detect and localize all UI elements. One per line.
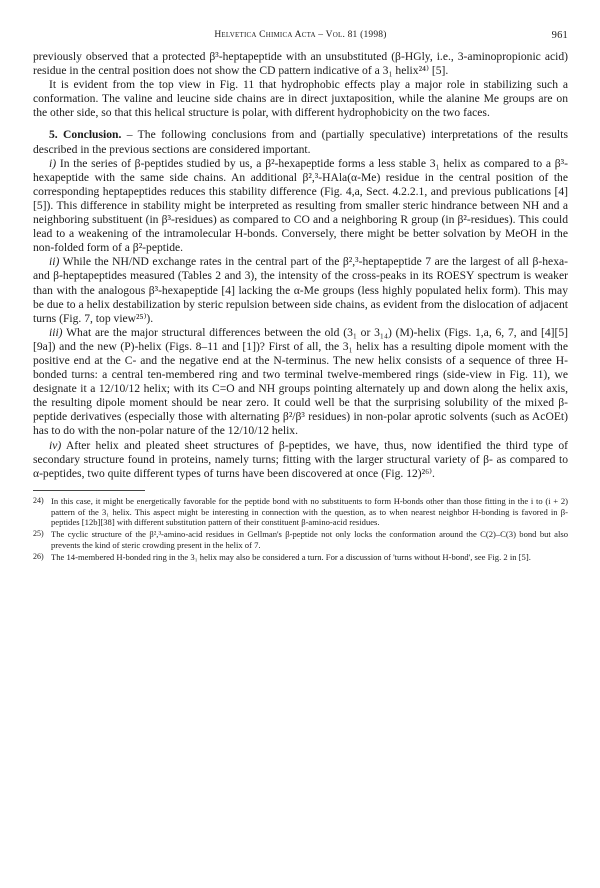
footnote-25 — [33, 529, 568, 551]
item-label: iii) — [49, 325, 63, 339]
footnote-text: The 14-membered H-bonded ring in the 3₁ helix may also be considered a turn. For a discussion of 'turns without H-bond', see Fig. 2 in [5]. — [51, 551, 531, 562]
journal-header: Helvetica Chimica Acta – Vol. 81 (1998) — [214, 30, 387, 40]
conclusion-item-2 — [33, 255, 568, 325]
paragraph-continuation: previously observed that a protected β³-heptapeptide with an unsubstituted (β-HGly, i.e., 3-aminopropionic acid) residue in the central position does not show the CD pattern indicative of a 3₁ helix²⁴⁾ [5]. — [33, 50, 568, 78]
conclusion-item-4 — [33, 439, 568, 481]
item-text: In the series of β-peptides studied by us, a β²-hexapeptide forms a less stable 3₁ helix as compared to a β³-hexapeptide with the same side chains. An additional β²,³-HAla(α-Me) residue in the central position of the corresponding heptapeptides reduces this stability difference (Fig. 4,a, Sect. 4.2.2.1, and previous publications [4][5]). This difference in stability might be interpreted as resulting from smaller steric hindrance between NH and a neighboring substituent (in β³-residues) as compared to CO and a neighboring R group (in β²-residues). This could lead to a weakening of the intramolecular H-bonds. Conversely, there might be better solvation by MeOH in the non-folded form of a β²-peptide. — [33, 156, 568, 255]
item-label: i) — [49, 156, 57, 170]
footnote-text: The cyclic structure of the β²,³-amino-acid residues in Gellman's β-peptide not only locks the conformation around the C(2)–C(3) bond but also prevents the kind of steric crowding present in the helix of 7. — [51, 529, 568, 550]
running-head — [33, 30, 568, 50]
paper-page — [33, 30, 568, 564]
footnote-divider — [33, 490, 145, 491]
section-heading: 5. Conclusion. — [49, 128, 122, 142]
footnote-24 — [33, 496, 568, 528]
conclusion-item-3 — [33, 326, 568, 439]
item-text: What are the major structural differences between the old (3₁ or 3₁₄) (M)-helix (Figs. 1,a, 6, 7, and [4][5][9a]) and the new (P)-helix (Figs. 8–11 and [1])? First of all, the 3₁ helix has a resulting dipole moment with the positive end at the C- and the negative end at the N-terminus. The new helix consists of a sequence of three H-bonded turns: a central ten-membered ring and two terminal twelve-membered rings (side-view in Fig. 11), we designate it a 12/10/12 helix; with its C=O and NH groups pointing alternately up and down along the helix axis, the resulting dipole moment should be near zero. It could well be that the surprising solubility of the mixed β-peptide derivatives (especially those with alternating β²/β³ residues) in non-polar aprotic solvents (such as AcOEt) has to do with the non-polar nature of the 12/10/12 helix. — [33, 325, 568, 438]
paragraph-hydrophobic-effects: It is evident from the top view in Fig. 11 that hydrophobic effects play a major role in stabilizing such a conformation. The valine and leucine side chains are in direct juxtaposition, while the alanine Me groups are on the other side, so that this helical structure is polar, with different hydrophobicity on the two faces. — [33, 78, 568, 120]
footnote-mark: 25) — [33, 529, 44, 539]
item-text: After helix and pleated sheet structures of β-peptides, we have, thus, now identified the third type of secondary structure found in proteins, namely turns; fitting with the larger structural variety of β- as compared to α-peptides, two quite different types of turns have been discovered at once (Fig. 12)²⁶⁾. — [33, 438, 568, 480]
conclusion-item-1 — [33, 157, 568, 256]
footnote-text: In this case, it might be energetically favorable for the peptide bond with no substituents to form H-bonds other than those fitting in the i to (i + 2) pattern of the 3₁ helix. This aspect might be interesting in connection with the question, as to when nearest neighbor H-bonding is favored in β-peptides [12b][38] with different substitution pattern of their constituent β-amino-acid residues. — [51, 495, 568, 528]
item-label: ii) — [49, 255, 60, 269]
footnote-mark: 26) — [33, 551, 44, 561]
item-label: iv) — [49, 438, 62, 452]
page-number: 961 — [551, 30, 568, 41]
item-text: While the NH/ND exchange rates in the central part of the β²,³-heptapeptide 7 are the largest of all β-hexa- and β-heptapeptides measured (Tables 2 and 3), the intensity of the cross-peaks in its ROESY spectrum is weaker than with the analogous β³-hexapeptide [4] lacking the α-Me groups (less highly populated helix form). This may be due to a helix destabilization by steric repulsion between side chains, as evident from the dislocation of adjacent turns (Fig. 7, top view²⁵⁾). — [33, 255, 568, 325]
section-conclusion — [33, 128, 568, 156]
section-intro: – The following conclusions from and (partially speculative) interpretations of the results described in the previous sections are considered important. — [33, 128, 568, 156]
footnote-26 — [33, 552, 568, 563]
footnote-mark: 24) — [33, 495, 44, 505]
